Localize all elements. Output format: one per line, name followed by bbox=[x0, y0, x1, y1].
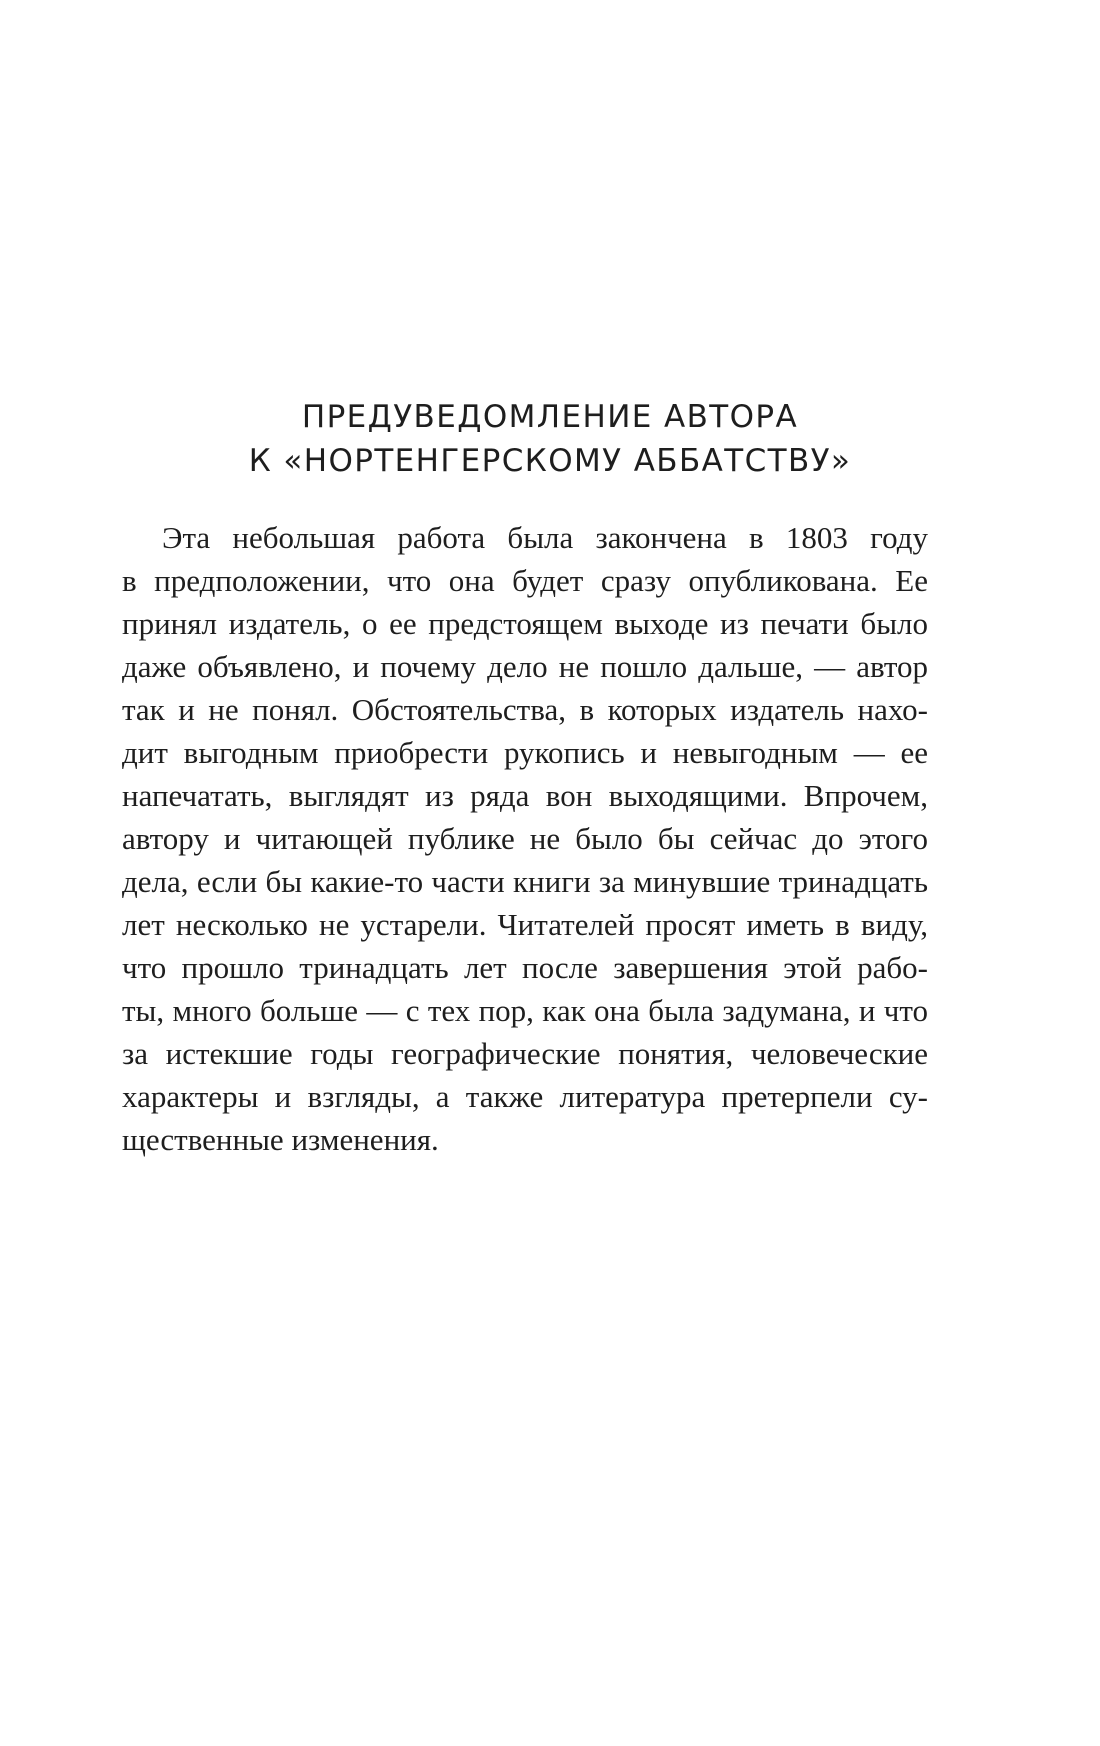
text-line: лет несколько не устарели. Читателей просят иметь в виду, bbox=[122, 907, 928, 942]
text-line: что прошло тринадцать лет после завершения этой рабо- bbox=[122, 950, 928, 985]
text-line: характеры и взгляды, а также литература претерпели су- bbox=[122, 1079, 928, 1114]
text-line: напечатать, выглядят из ряда вон выходящими. Впрочем, bbox=[122, 778, 928, 813]
heading-line-1: ПРЕДУВЕДОМЛЕНИЕ АВТОРА bbox=[301, 399, 799, 435]
text-line: за истекшие годы географические понятия, человеческие bbox=[122, 1036, 928, 1071]
text-line: так и не понял. Обстоятельства, в которых издатель нахо- bbox=[122, 692, 928, 727]
text-line: автору и читающей публике не было бы сейчас до этого bbox=[122, 821, 928, 856]
heading-line-2: К «НОРТЕНГЕРСКОМУ АББАТСТВУ» bbox=[248, 443, 852, 479]
text-line: дела, если бы какие-то части книги за минувшие тринадцать bbox=[122, 864, 928, 899]
text-line: даже объявлено, и почему дело не пошло дальше, — автор bbox=[122, 649, 928, 684]
text-line: дит выгодным приобрести рукопись и невыгодным — ее bbox=[122, 735, 928, 770]
text-line: Эта небольшая работа была закончена в 1803 году bbox=[162, 520, 928, 555]
chapter-heading bbox=[0, 395, 1100, 483]
preface-paragraph bbox=[122, 516, 928, 1161]
text-line: щественные изменения. bbox=[122, 1122, 439, 1157]
text-line: принял издатель, о ее предстоящем выходе из печати было bbox=[122, 606, 928, 641]
text-line: в предположении, что она будет сразу опубликована. Ее bbox=[122, 563, 928, 598]
text-line: ты, много больше — с тех пор, как она была задумана, и что bbox=[122, 993, 928, 1028]
